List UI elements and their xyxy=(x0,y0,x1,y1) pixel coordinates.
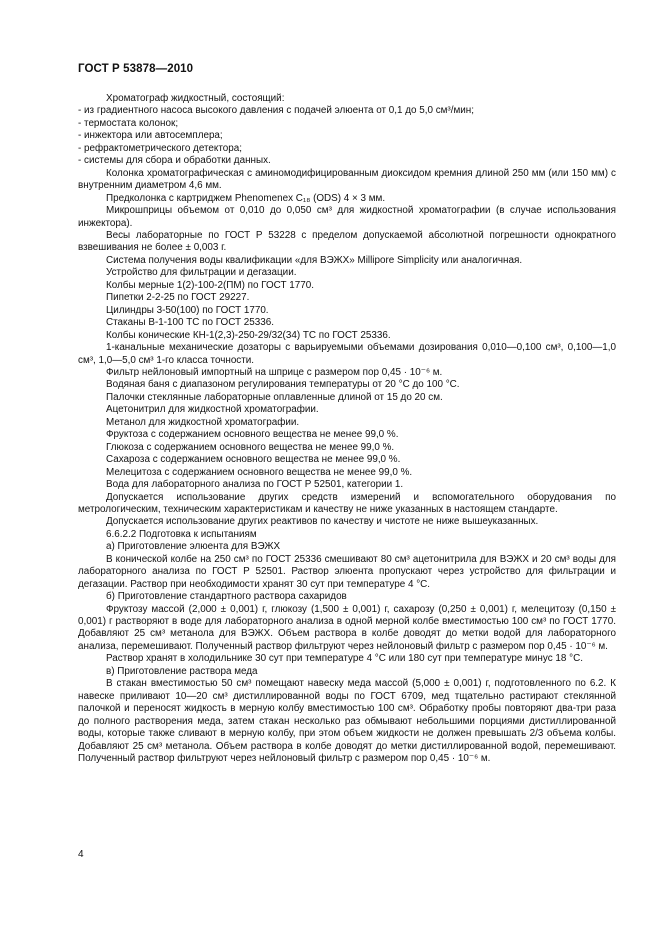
paragraph: - системы для сбора и обработки данных. xyxy=(78,155,271,167)
paragraph: 1-канальные механические дозаторы с варьируемыми объемами дозирования 0,010—0,100 см³, 0,100—1,0 см³, 1,0—5,0 см³ 1-го класса точности. xyxy=(78,342,616,366)
paragraph: Вода для лабораторного анализа по ГОСТ Р 52501, категории 1. xyxy=(106,479,404,491)
paragraph: Сахароза с содержанием основного вещества не менее 99,0 %. xyxy=(106,454,401,466)
paragraph: Хроматограф жидкостный, состоящий: xyxy=(106,93,285,104)
paragraph: Система получения воды квалификации «для ВЭЖХ» Millipore Simplicity или аналогичная. xyxy=(106,254,523,266)
document-body xyxy=(78,93,616,765)
paragraph: Метанол для жидкостной хроматографии. xyxy=(106,416,300,428)
page-number: 4 xyxy=(78,849,84,860)
paragraph: Стаканы В-1-100 ТС по ГОСТ 25336. xyxy=(106,317,274,329)
paragraph: - инжектора или автосемплера; xyxy=(78,130,223,142)
paragraph: Допускается использование других реактивов по качеству и чистоте не ниже вышеуказанных. xyxy=(106,516,539,528)
paragraph: Пипетки 2-2-25 по ГОСТ 29227. xyxy=(106,292,250,304)
document-header: ГОСТ Р 53878—2010 xyxy=(78,63,194,75)
paragraph: - из градиентного насоса высокого давления с подачей элюента от 0,1 до 5,0 см³/мин; xyxy=(78,105,474,117)
paragraph: Колонка хроматографическая с аминомодифицированным диоксидом кремния длиной 250 мм (или 150 мм) с внутренним диаметром 4,6 мм. xyxy=(78,167,616,192)
paragraph: Колбы мерные 1(2)-100-2(ПМ) по ГОСТ 1770. xyxy=(106,279,314,291)
paragraph: В стакан вместимостью 50 см³ помещают навеску меда массой (5,000 ± 0,001) г, подготовленного по 6.2. К навеске приливают 10—20 см³ дистиллированной воды по ГОСТ 6709, мед тщательно растирают стеклянной палочкой и переносят жидкость в мерную колбу вместимостью 100 см³. Обработку пробы повторяют два-три раза до полного растворения меда, затем стакан несколько раз обмывают небольшими порциями дистиллированной воды, которые также сливают в мерную колбу, при этом объем жидкости не должен превышать 2/3 объема колбы. Добавляют 25 см³ метанола. Объем раствора в колбе доводят до метки дистиллированной водой, перемешивают. Полученный раствор фильтруют через нейлоновый фильтр с размером пор 0,45 · 10⁻⁶ м. xyxy=(78,678,616,765)
paragraph: Микрошприцы объемом от 0,010 до 0,050 см³ для жидкостной хроматографии (в случае использования инжектора). xyxy=(78,205,616,229)
paragraph: Весы лабораторные по ГОСТ Р 53228 с пределом допускаемой абсолютной погрешности однократного взвешивания не более ± 0,003 г. xyxy=(78,229,616,254)
paragraph: Мелецитоза с содержанием основного вещества не менее 99,0 %. xyxy=(106,466,413,478)
paragraph: Палочки стеклянные лабораторные оплавленные длиной от 15 до 20 см. xyxy=(106,391,443,403)
paragraph: Допускается использование других средств измерений и вспомогательного оборудования по метрологическим, техническим характеристикам и качеству не ниже указанных в настоящем стандарте. xyxy=(78,491,616,515)
paragraph: Предколонка с картриджем Phenomenex C₁₈ (ODS) 4 × 3 мм. xyxy=(106,192,386,204)
paragraph: Глюкоза с содержанием основного вещества не менее 99,0 %. xyxy=(106,441,395,453)
paragraph: Водяная баня с диапазоном регулирования температуры от 20 °С до 100 °С. xyxy=(106,379,460,391)
paragraph: Фруктозу массой (2,000 ± 0,001) г, глюкозу (1,500 ± 0,001) г, сахарозу (0,250 ± 0,001) г, мелецитозу (0,150 ± 0,001) г растворяют в воде для лабораторного анализа в одной мерной колбе вместимостью 100 см³ по ГОСТ 1770. Добавляют 25 см³ метанола для ВЭЖХ. Объем раствора в колбе доводят до метки водой для лабораторного анализа, перемешивают. Полученный раствор фильтруют через нейлоновый фильтр с размером пор 0,45 · 10⁻⁶ м. xyxy=(78,603,616,652)
paragraph: - термостата колонок; xyxy=(78,117,179,129)
subsection-heading: б) Приготовление стандартного раствора сахаридов xyxy=(106,591,347,603)
subsection-heading: в) Приготовление раствора меда xyxy=(106,665,258,677)
paragraph: В конической колбе на 250 см³ по ГОСТ 25336 смешивают 80 см³ ацетонитрила для ВЭЖХ и 20 см³ воды для лабораторного анализа по ГОСТ Р 52501. Раствор элюента пропускают через устройство для фильтрации и дегазации. Раствор при необходимости хранят 30 сут при температуре 4 °С. xyxy=(78,553,616,590)
paragraph: - рефрактометрического детектора; xyxy=(78,142,242,154)
paragraph: Фруктоза с содержанием основного вещества не менее 99,0 %. xyxy=(106,429,399,441)
subsection-heading: а) Приготовление элюента для ВЭЖХ xyxy=(106,541,281,553)
paragraph: Фильтр нейлоновый импортный на шприце с размером пор 0,45 · 10⁻⁶ м. xyxy=(106,366,443,378)
section-heading: 6.6.2.2 Подготовка к испытаниям xyxy=(106,528,257,540)
paragraph: Раствор хранят в холодильнике 30 сут при температуре 4 °С или 180 сут при температуре минус 18 °С. xyxy=(106,653,583,665)
paragraph: Колбы конические КН-1(2,3)-250-29/32(34) ТС по ГОСТ 25336. xyxy=(106,329,391,341)
paragraph: Цилиндры 3-50(100) по ГОСТ 1770. xyxy=(106,304,269,316)
paragraph: Устройство для фильтрации и дегазации. xyxy=(106,267,297,279)
paragraph: Ацетонитрил для жидкостной хроматографии. xyxy=(106,404,319,416)
